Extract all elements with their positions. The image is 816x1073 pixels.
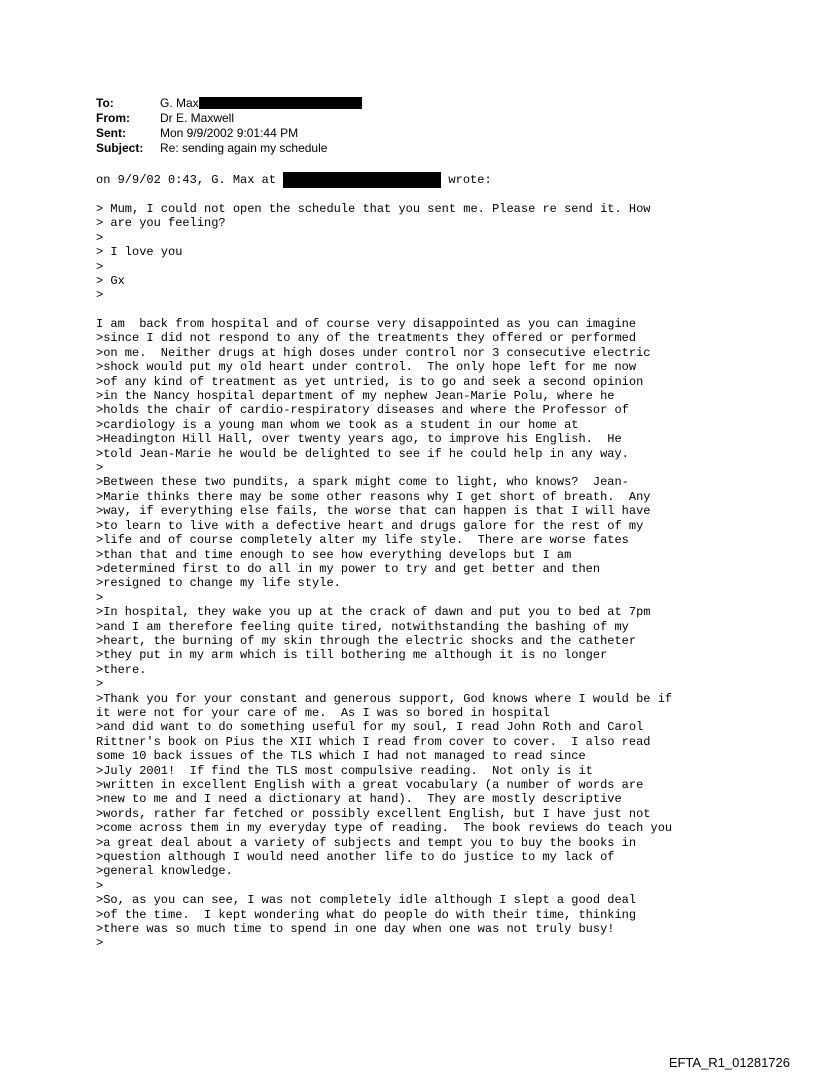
redaction-bar <box>199 97 362 109</box>
subject-label: Subject: <box>96 141 144 155</box>
subject-row <box>96 141 362 156</box>
subject-value: Re: sending again my schedule <box>160 141 328 155</box>
from-value: Dr E. Maxwell <box>160 111 235 125</box>
to-row <box>96 96 362 111</box>
redaction-bar <box>283 172 441 188</box>
message-body: I am back from hospital and of course very disappointed as you can imagine >since I did not respond to any of the treatments they offered or performed >on me. Neither drugs at high doses under control nor 3 consecutive electric >shock would put my old heart under control. The only hope left for me now >of any kind of treatment as yet untried, is to go and seek a second opinion >in the Nancy hospital department of my nephew Jean-Marie Polu, where he >holds the chair of cardio-respiratory diseases and where the Professor of >cardiology is a young man whom we took as a student in our home at >Headington Hill Hall, over twenty years ago, to improve his English. He >told Jean-Marie he would be delighted to see if he could help in any way. > >Between these two pundits, a spark might come to light, who knows? Jean- >Marie thinks there may be some other reasons why I get short of breath. Any >way, if everything else fails, the worse that can happen is that I will have >to learn to live with a defective heart and drugs galore for the rest of my >life and of course completely alter my life style. There are worse fates >than that and time enough to see how everything develops but I am >determined first to do all in my power to try and get better and then >resigned to change my life style. > >In hospital, they wake you up at the crack of dawn and put you to bed at 7pm >and I am therefore feeling quite tired, notwithstanding the bashing of my >heart, the burning of my skin through the electric shocks and the catheter >they put in my arm which is till bothering me although it is no longer >there. > >Thank you for your constant and generous support, God knows where I would be if it were not for your care of me. As I was so bored in hospital >and did want to do something useful for my soul, I read John Roth and Carol Rittner's book on Pius the XII which I read from cover to cover. I also read some 10 back issues of the TLS which I had not managed to read since >July 2001! If find the TLS most compulsive reading. Not only is it >written in excellent English with a great vocabulary (a number of words are >new to me and I need a dictionary at hand). They are mostly descriptive >words, rather far fetched or possibly excellent English, but I have just not >come across them in my everyday type of reading. The book reviews do teach you >a great deal about a variety of subjects and tempt you to buy the books in >question although I would need another life to do justice to my lack of >general knowledge. > >So, as you can see, I was not completely idle although I slept a good deal >of the time. I kept wondering what do people do with their time, thinking >there was so much time to spend in one day when one was not truly busy! > <box>96 317 673 951</box>
wrote-prefix: on 9/9/02 0:43, G. Max at <box>96 173 284 187</box>
document-id: EFTA_R1_01281726 <box>668 1055 790 1070</box>
to-value: G. Max <box>160 96 199 110</box>
quoted-message: > Mum, I could not open the schedule that you sent me. Please re send it. How > are you feeling? > > I love you > > Gx > <box>96 202 651 303</box>
sent-row <box>96 126 362 141</box>
wrote-suffix: wrote: <box>441 173 492 187</box>
wrote-line <box>96 173 492 188</box>
from-label: From: <box>96 111 130 125</box>
sent-label: Sent: <box>96 126 126 140</box>
to-label: To: <box>96 96 114 110</box>
from-row <box>96 111 362 126</box>
sent-value: Mon 9/9/2002 9:01:44 PM <box>160 126 299 140</box>
email-header <box>96 96 362 156</box>
